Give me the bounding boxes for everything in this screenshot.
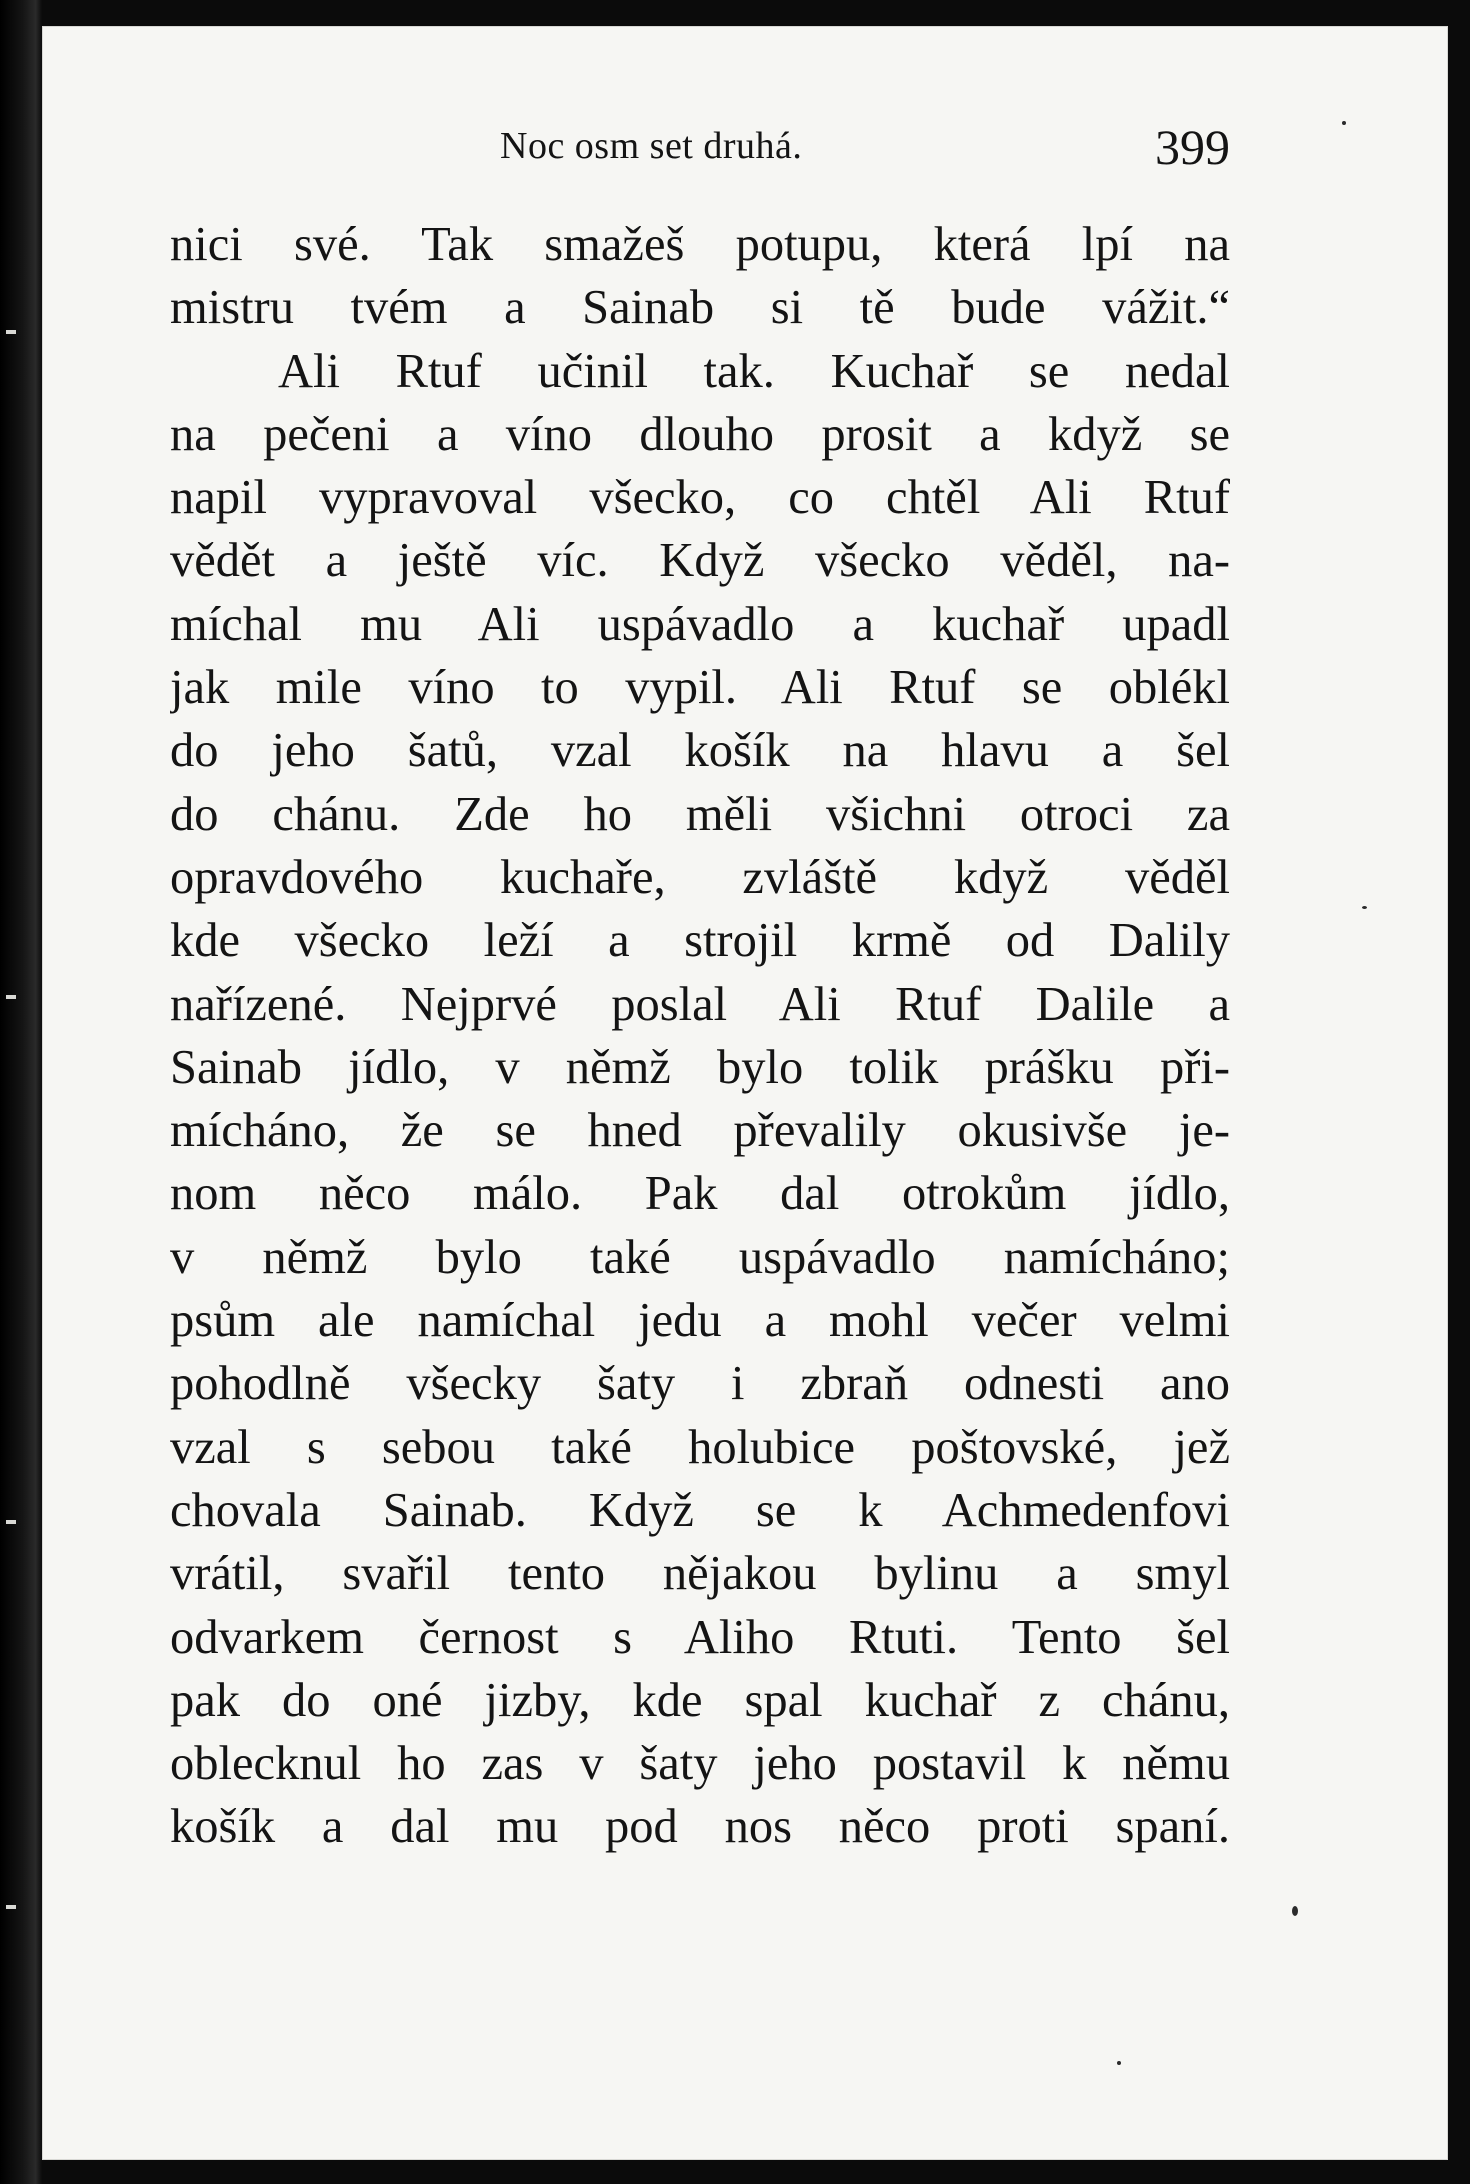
text-line: na pečeni a víno dlouho prosit a když se bbox=[170, 407, 1230, 461]
body-text bbox=[170, 213, 1230, 1859]
scan-binding-edge bbox=[0, 0, 42, 2184]
text-line: napil vypravoval všecko, co chtěl Ali Rtuf bbox=[170, 471, 1230, 525]
text-line: odvarkem černost s Aliho Rtuti. Tento šel bbox=[170, 1610, 1230, 1664]
text-line: chovala Sainab. Když se k Achmedenfovi bbox=[170, 1483, 1230, 1537]
text-line: pohodlně všecky šaty i zbraň odnesti ano bbox=[170, 1357, 1230, 1411]
page-header bbox=[170, 118, 1230, 178]
text-line: vědět a ještě víc. Když všecko věděl, na- bbox=[170, 534, 1230, 588]
text-line: nom něco málo. Pak dal otrokům jídlo, bbox=[170, 1167, 1230, 1221]
text-line: mistru tvém a Sainab si tě bude vážit.“ bbox=[170, 281, 1230, 335]
text-line: oblecknul ho zas v šaty jeho postavil k němu bbox=[170, 1737, 1230, 1791]
scan-mark bbox=[6, 1520, 16, 1524]
text-line: mícháno, že se hned převalily okusivše je- bbox=[170, 1104, 1230, 1158]
running-title: Noc osm set druhá. bbox=[500, 125, 803, 167]
scan-mark bbox=[6, 995, 16, 999]
ink-speck bbox=[1292, 1906, 1298, 1916]
text-line: nařízené. Nejprvé poslal Ali Rtuf Dalile a bbox=[170, 977, 1230, 1031]
text-line: vzal s sebou také holubice poštovské, jež bbox=[170, 1420, 1230, 1474]
text-line: do chánu. Zde ho měli všichni otroci za bbox=[170, 787, 1230, 841]
ink-speck bbox=[1362, 906, 1367, 909]
ink-speck bbox=[1117, 2061, 1121, 2065]
page-number: 399 bbox=[1155, 119, 1230, 175]
text-line: do jeho šatů, vzal košík na hlavu a šel bbox=[170, 724, 1230, 778]
text-line: kde všecko leží a strojil krmě od Dalily bbox=[170, 914, 1230, 968]
text-line: Ali Rtuf učinil tak. Kuchař se nedal bbox=[278, 344, 1230, 398]
text-line: košík a dal mu pod nos něco proti spaní. bbox=[170, 1800, 1230, 1854]
text-line: vrátil, svařil tento nějakou bylinu a smyl bbox=[170, 1547, 1230, 1601]
text-line: psům ale namíchal jedu a mohl večer velmi bbox=[170, 1294, 1230, 1348]
text-line: v němž bylo také uspávadlo namícháno; bbox=[170, 1230, 1230, 1284]
text-line: Sainab jídlo, v němž bylo tolik prášku při- bbox=[170, 1040, 1230, 1094]
text-line: jak mile víno to vypil. Ali Rtuf se oblékl bbox=[170, 661, 1230, 715]
text-line: míchal mu Ali uspávadlo a kuchař upadl bbox=[170, 597, 1230, 651]
scan-mark bbox=[6, 330, 16, 334]
scan-mark bbox=[6, 1905, 16, 1909]
text-line: pak do oné jizby, kde spal kuchař z chánu, bbox=[170, 1673, 1230, 1727]
text-line: nici své. Tak smažeš potupu, která lpí na bbox=[170, 218, 1230, 271]
ink-speck bbox=[1342, 121, 1346, 125]
text-line: opravdového kuchaře, zvláště když věděl bbox=[170, 850, 1230, 904]
